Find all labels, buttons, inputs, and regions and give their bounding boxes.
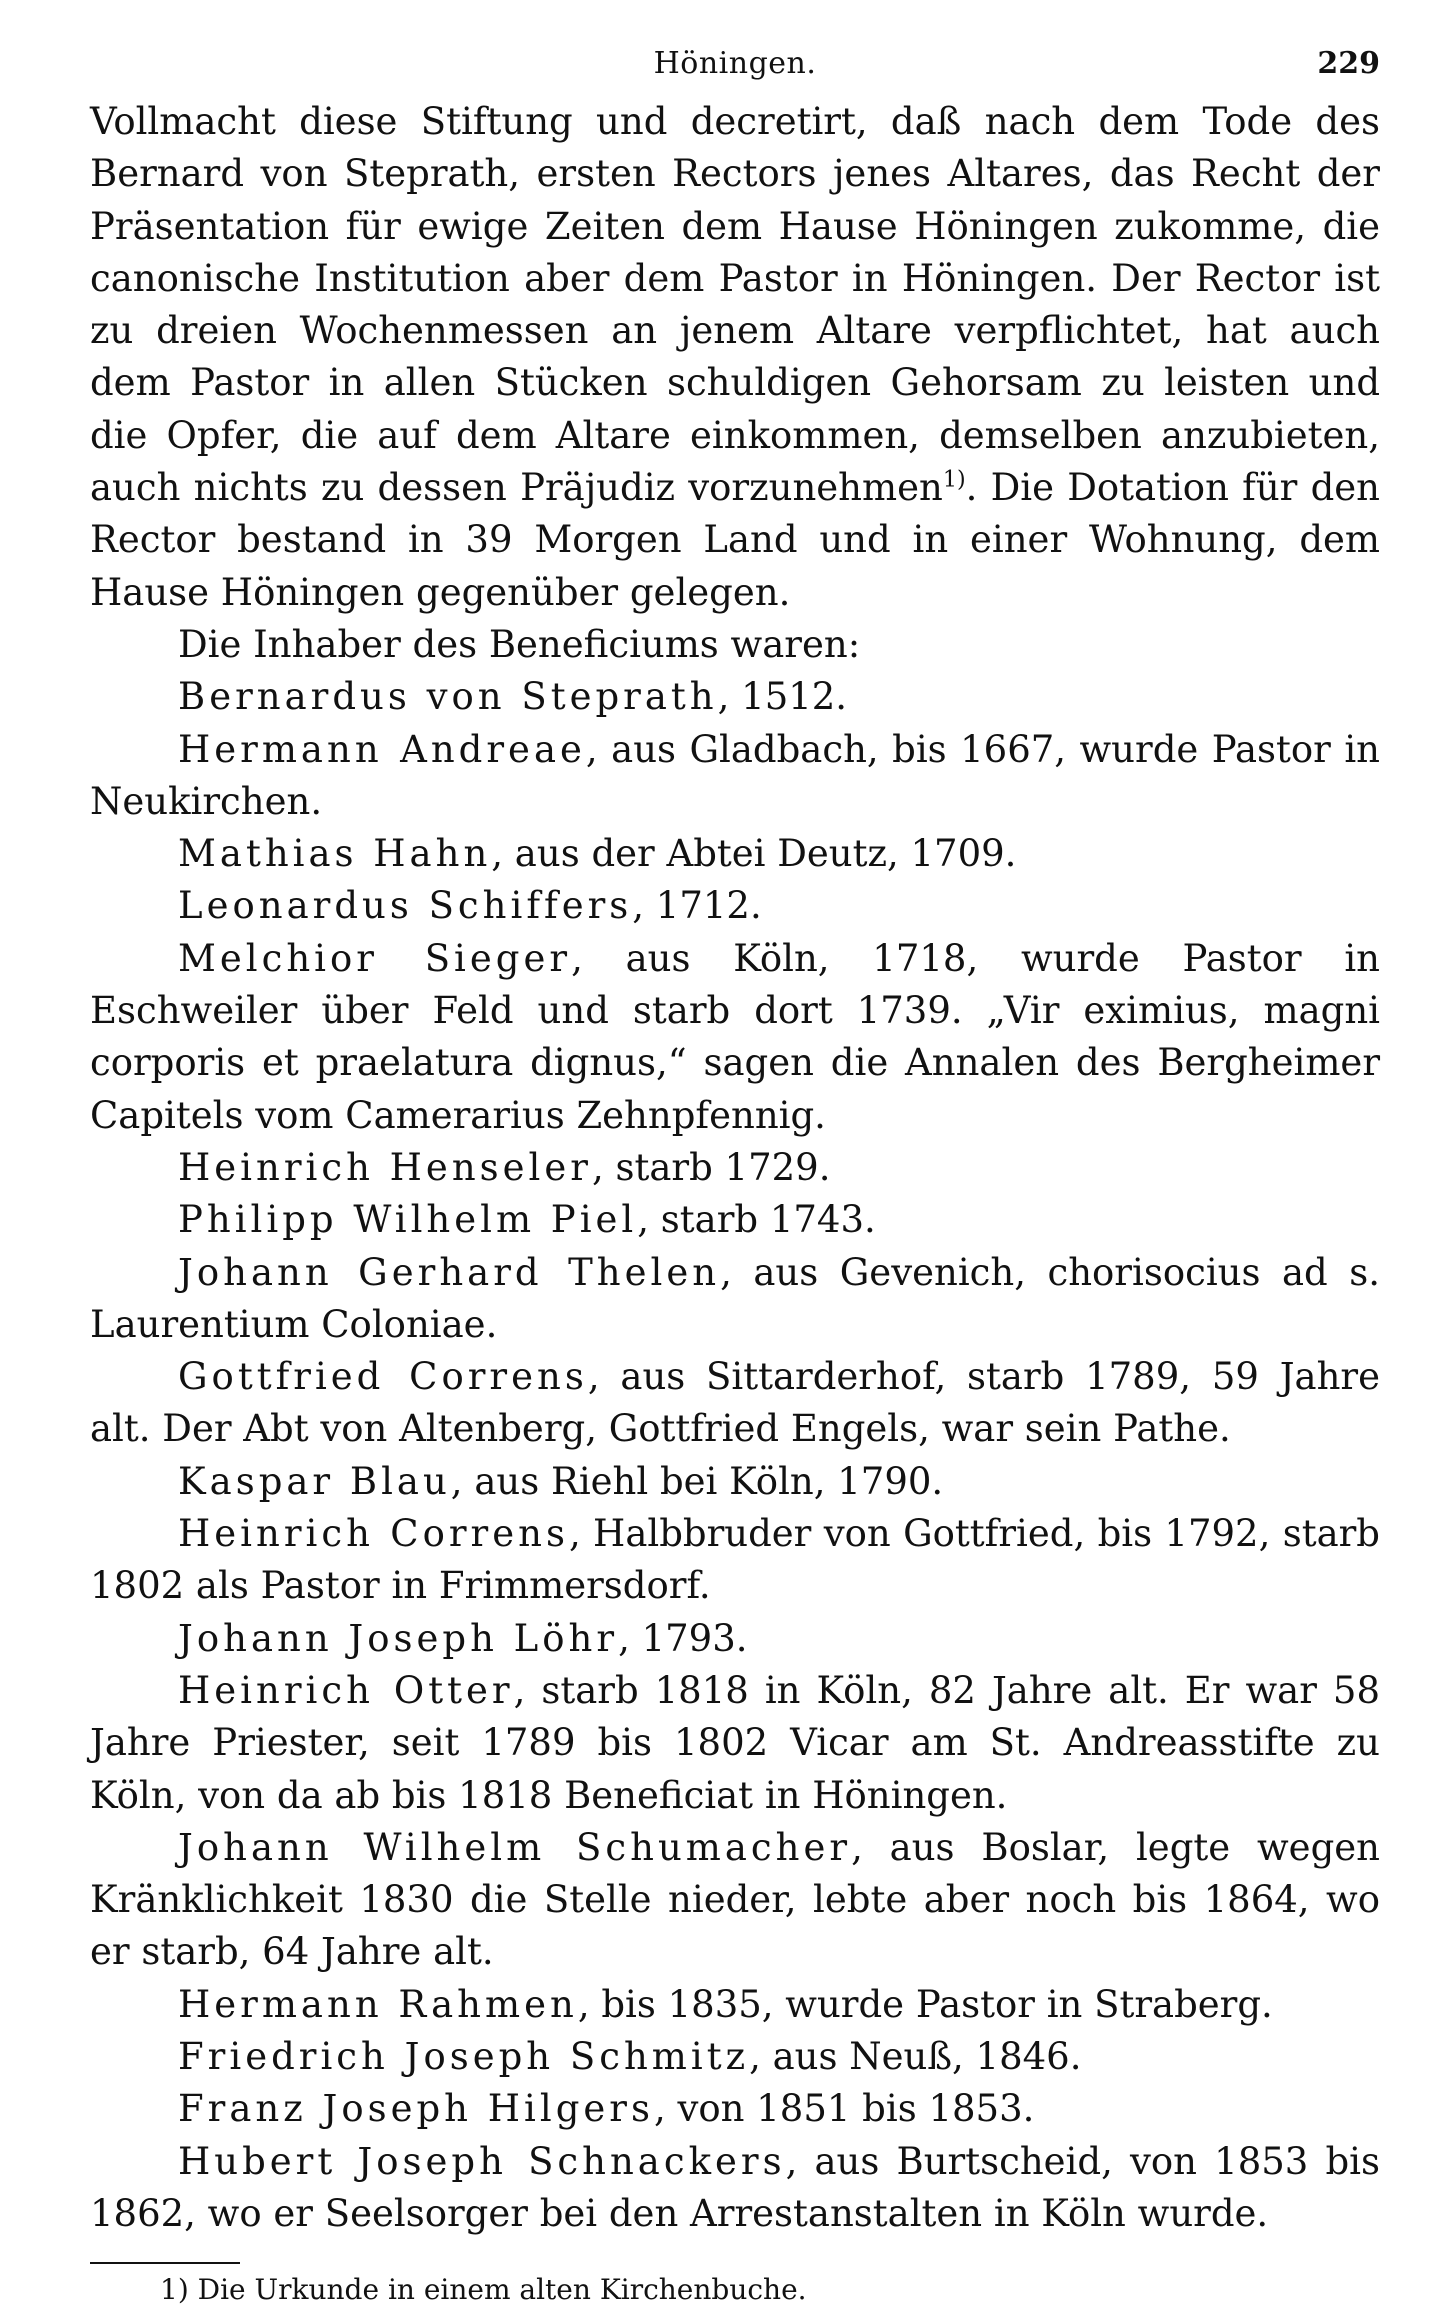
holder-details: , 1712.: [632, 884, 762, 928]
holder-details: , starb 1729.: [591, 1145, 831, 1189]
holder-name: Friedrich Joseph Schmitz: [178, 2034, 750, 2078]
holder-details: , 1512.: [717, 675, 848, 719]
holder-name: Heinrich Otter: [178, 1668, 514, 1712]
list-item: [90, 1194, 1380, 1246]
page-header: [90, 34, 1380, 96]
holder-details: , aus Sittarderhof, starb 1789, 59 Jahre alt. Der Abt von Altenberg, Gottfried Engels, war sein Pathe.: [90, 1355, 1380, 1451]
footnote-text: Die Urkunde in einem alten Kirchenbuche.: [197, 2273, 807, 2307]
holder-name: Johann Wilhelm Schumacher: [178, 1825, 852, 1869]
list-item: [90, 1665, 1380, 1822]
page-body: [90, 96, 1380, 2240]
list-item: [90, 671, 1380, 723]
list-item: [90, 2136, 1380, 2241]
holder-name: Gottfried Correns: [178, 1355, 588, 1399]
intro-text: Vollmacht diese Stiftung und decretirt, daß nach dem Tode des Bernard von Steprath, ersten Rectors jenes Altares, das Recht der Präsentation für ewige Zeiten dem Hause Höningen zukomme, die canonische Institution aber dem Pastor in Höningen. Der Rector ist zu dreien Wochenmessen an jenem Altare verpflichtet, hat auch dem Pastor in allen Stücken schuldigen Gehorsam zu leisten und die Opfer, die auf dem Altare einkommen, demselben anzubieten, auch nichts zu dessen Präjudiz vorzunehmen: [90, 100, 1380, 510]
book-page: [90, 34, 1380, 2310]
holders-list: [90, 671, 1380, 2240]
list-item: [90, 2031, 1380, 2083]
holder-name: Melchior Sieger: [178, 936, 572, 980]
holder-details: , von 1851 bis 1853.: [653, 2087, 1035, 2131]
list-item: [90, 1822, 1380, 1979]
page-number: 229: [1317, 46, 1380, 81]
holder-details: , aus Köln, 1718, wurde Pastor in Eschweiler über Feld und starb dort 1739. „Vir eximius, magni corporis et praelatura dignus,“ sagen die Annalen des Bergheimer Capitels vom Camerarius Zehnpfennig.: [90, 936, 1380, 1137]
holder-details: , aus Neuß, 1846.: [749, 2034, 1082, 2078]
holder-details: , aus Burtscheid, von 1853 bis 1862, wo er Seelsorger bei den Arrestanstalten in Köln wurde.: [90, 2139, 1380, 2235]
holder-name: Bernardus von Steprath: [178, 675, 718, 719]
holder-details: , starb 1743.: [637, 1198, 876, 1242]
holder-details: , aus Boslar, legte wegen Kränklichkeit 1830 die Stelle nieder, lebte aber noch bis 1864, wo er starb, 64 Jahre alt.: [90, 1825, 1380, 1974]
holder-name: Hubert Joseph Schnackers: [178, 2139, 786, 2183]
list-item: [90, 880, 1380, 932]
list-item: [90, 1456, 1380, 1508]
list-item: [90, 724, 1380, 829]
footnote-divider: [90, 2262, 240, 2264]
holders-heading: Die Inhaber des Beneficiums waren:: [178, 622, 861, 666]
list-item: [90, 828, 1380, 880]
holder-details: , 1793.: [618, 1616, 748, 1660]
holder-name: Heinrich Henseler: [178, 1145, 592, 1189]
footnote-mark: 1): [160, 2273, 189, 2307]
holder-details: , bis 1835, wurde Pastor in Straberg.: [577, 1982, 1273, 2026]
intro-text-tail: . Die Dotation für den Rector bestand in 39 Morgen Land und in einer Wohnung, dem Hause Höningen gegenüber gelegen.: [90, 466, 1381, 614]
intro-paragraph: [90, 96, 1380, 619]
holder-details: , aus der Abtei Deutz, 1709.: [491, 832, 1017, 876]
holder-details: , aus Riehl bei Köln, 1790.: [450, 1459, 944, 1503]
footnote-reference: 1): [942, 466, 966, 493]
holder-name: Heinrich Correns: [178, 1512, 569, 1556]
holder-name: Johann Gerhard Thelen: [178, 1250, 721, 1294]
holder-name: Franz Joseph Hilgers: [178, 2087, 654, 2131]
list-item: [90, 933, 1380, 1142]
holder-name: Kaspar Blau: [178, 1459, 451, 1503]
holder-name: Hermann Andreae: [178, 727, 586, 771]
holder-details: , Halbbruder von Gottfried, bis 1792, starb 1802 als Pastor in Frimmersdorf.: [90, 1512, 1380, 1608]
holder-name: Philipp Wilhelm Piel: [178, 1198, 638, 1242]
holder-name: Leonardus Schiffers: [178, 884, 633, 928]
list-item: [90, 1142, 1380, 1194]
list-item: [90, 1508, 1380, 1613]
list-item: [90, 2083, 1380, 2135]
holder-name: Mathias Hahn: [178, 832, 492, 876]
holder-name: Hermann Rahmen: [178, 1982, 578, 2026]
running-head: Höningen.: [653, 46, 817, 81]
holder-name: Johann Joseph Löhr: [178, 1616, 619, 1660]
list-item: [90, 1979, 1380, 2031]
list-item: [90, 1247, 1380, 1352]
holder-details: , starb 1818 in Köln, 82 Jahre alt. Er war 58 Jahre Priester, seit 1789 bis 1802 Vicar am St. Andreasstifte zu Köln, von da ab bis 1818 Beneficiat in Höningen.: [90, 1668, 1381, 1817]
list-item: [90, 1351, 1380, 1456]
holder-details: , aus Gevenich, chorisocius ad s. Laurentium Coloniae.: [90, 1250, 1380, 1346]
holder-details: , aus Gladbach, bis 1667, wurde Pastor in Neukirchen.: [90, 727, 1380, 823]
footnote: [160, 2270, 1380, 2310]
list-item: [90, 1613, 1380, 1665]
